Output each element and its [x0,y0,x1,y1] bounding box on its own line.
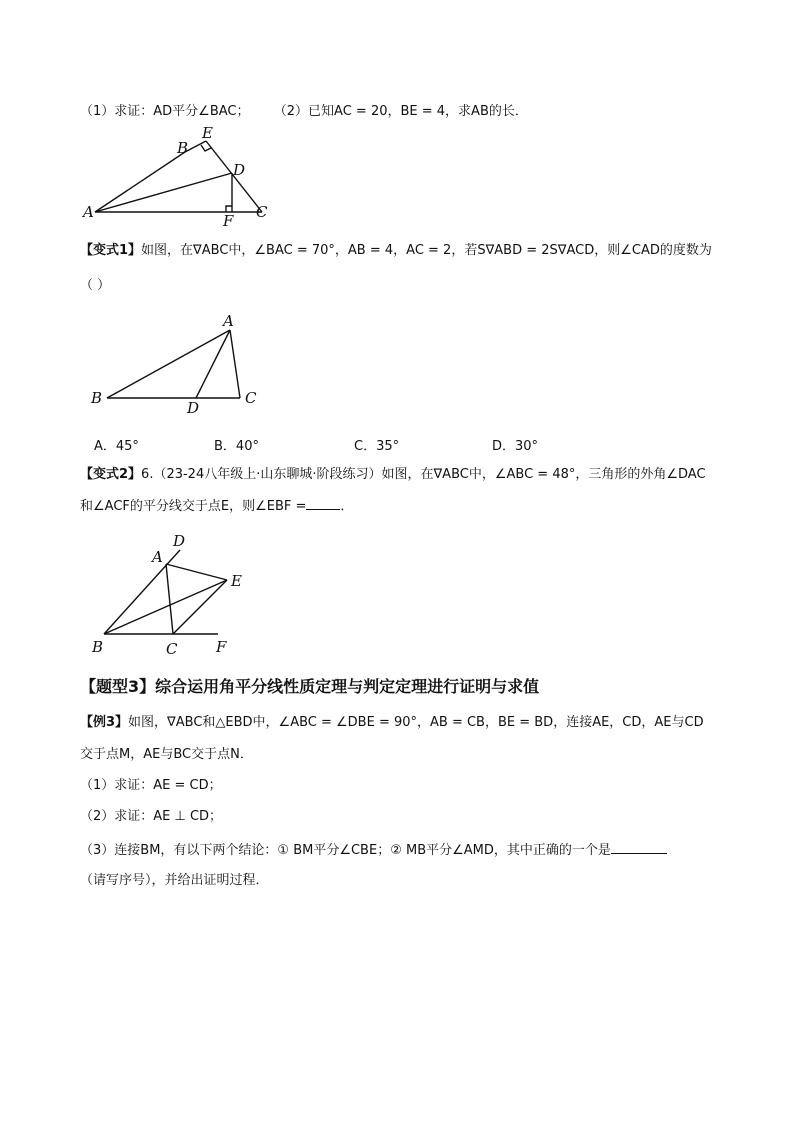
figure-1-lines [95,141,262,212]
variant-1-text: 如图，在∇ABC中，∠BAC = 70°，AB = 4，AC = 2，若S∇ABD = 2S∇ACD，则∠CAD的度数为 [141,243,712,258]
fig3-label-E: E [231,572,242,590]
fig1-label-E: E [202,124,213,142]
answer-blank-2 [611,841,667,854]
option-d: D．30° [492,439,539,454]
figure-2-lines [107,330,240,398]
variant-2-text-1: 6.（23-24八年级上·山东聊城·阶段练习）如图，在∇ABC中，∠ABC = 48°，三角形的外角∠DAC [141,467,706,482]
fig3-label-C: C [166,640,178,658]
question-part-1: （1）求证：AD平分∠BAC； （2）已知AC = 20，BE = 4，求AB的长． [80,104,528,119]
example-3-part-1: （1）求证：AE = CD； [80,778,222,793]
example-3-line-2: 交于点M，AE与BC交于点N． [80,747,253,762]
question-part-2: （2）已知AC = 20，BE = 4，求AB的长． [273,104,528,119]
variant-1-question [80,242,712,260]
fig3-label-D: D [173,532,186,550]
example-3-part-3-continued: （请写序号），并给出证明过程． [80,873,269,888]
fig2-label-A: A [223,312,234,330]
example-3-part-2: （2）求证：AE ⊥ CD； [80,809,223,824]
option-c: C．35° [354,439,400,454]
fig3-label-F: F [216,638,227,656]
fig1-label-F: F [223,212,234,230]
fig2-label-C: C [245,389,257,407]
fig1-label-D: D [233,161,246,179]
variant-1-answer-paren: （ ） [80,278,111,293]
section-3-title: 【题型3】综合运用角平分线性质定理与判定定理进行证明与求值 [80,677,540,696]
answer-blank [306,497,340,510]
example-3-question: 【例3】如图，∇ABC和△EBD中，∠ABC = ∠DBE = 90°，AB = CB，BE = BD，连接AE，CD，AE与CD [80,715,704,730]
fig1-label-C: C [256,203,268,221]
example-3-label: 【例3】 [80,715,129,730]
figure-3-lines [104,550,227,634]
fig1-label-A: A [83,203,94,221]
fig1-label-B: B [177,139,189,157]
fig2-label-D: D [187,399,200,417]
fig3-label-B: B [92,638,104,656]
example-3-part-3: （3）连接BM，有以下两个结论：① BM平分∠CBE；② MB平分∠AMD，其中正确的一个是 [80,841,667,860]
option-a: A．45° [94,439,139,454]
fig3-label-A: A [152,548,163,566]
fig2-label-B: B [91,389,103,407]
variant-2-question-line-2: 和∠ACF的平分线交于点E，则∠EBF = ． [80,499,354,514]
option-b: B．40° [214,439,259,454]
variant-2-label: 【变式2】 [80,467,142,482]
variant-1-label: 【变式1】 [80,243,142,258]
variant-2-question [80,466,706,484]
